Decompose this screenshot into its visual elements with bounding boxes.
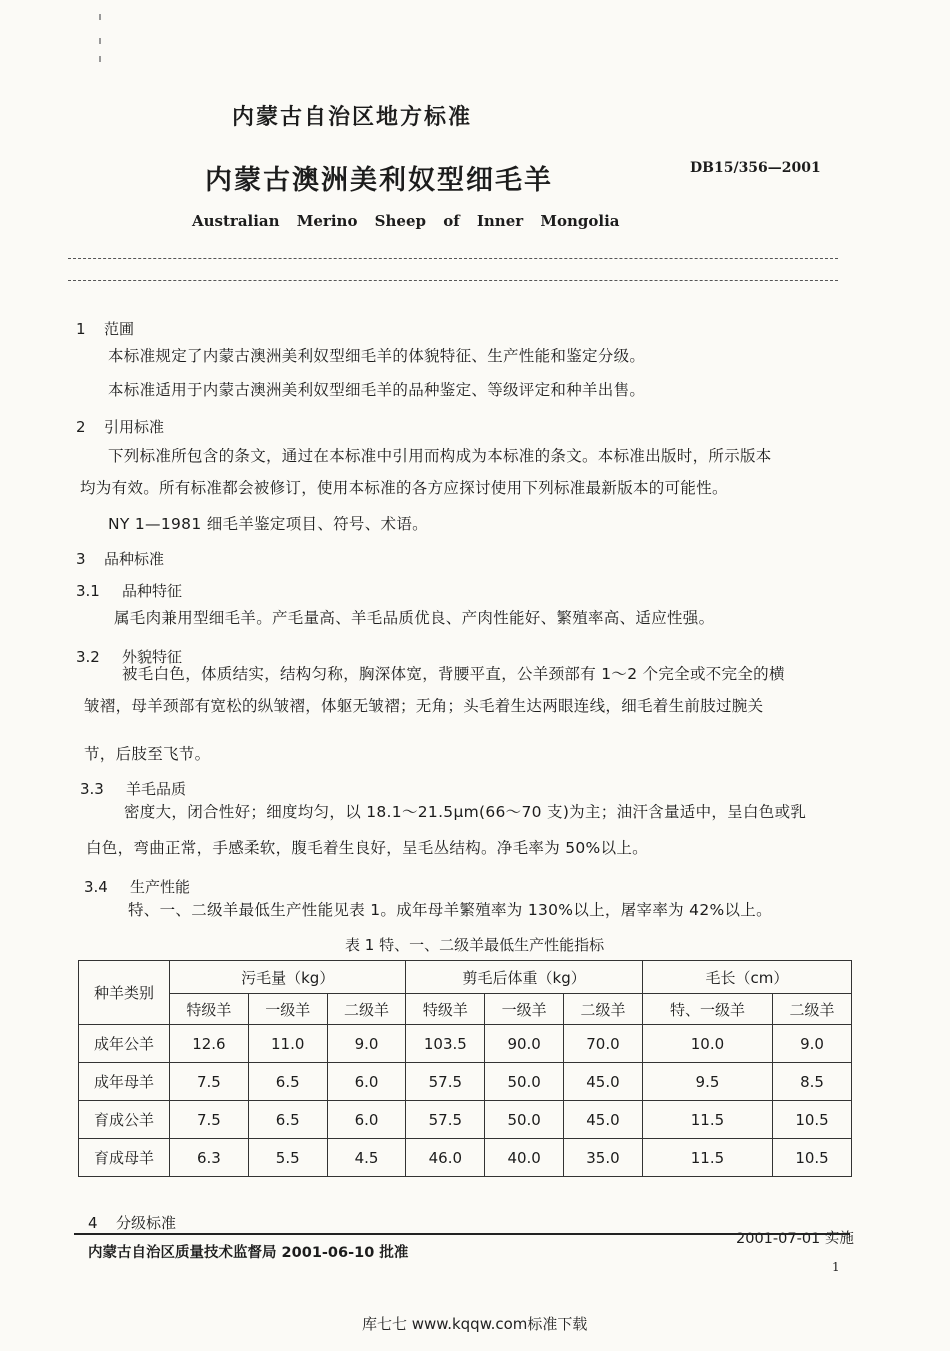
reference-item: NY 1—1981 细毛羊鉴定项目、符号、术语。 [108,515,428,533]
table-cell: 57.5 [406,1063,485,1101]
table-cell: 11.5 [642,1139,772,1177]
paragraph: 被毛白色，体质结实，结构匀称，胸深体宽，背腰平直，公羊颈部有 1～2 个完全或不完全的横 [122,665,785,683]
table-cell: 4.5 [327,1139,406,1177]
table-subheader: 一级羊 [248,994,327,1025]
page-title: 内蒙古澳洲美利奴型细毛羊 [205,165,553,196]
table-cell: 9.0 [773,1025,852,1063]
table-cell: 5.5 [248,1139,327,1177]
table-row-label: 育成公羊 [79,1101,170,1139]
performance-table [78,960,852,1177]
table-cell: 10.0 [642,1025,772,1063]
section-title: 生产性能 [130,878,191,896]
table-cell: 90.0 [485,1025,564,1063]
table-cell: 6.5 [248,1063,327,1101]
table-cell: 50.0 [485,1101,564,1139]
table-row [79,1025,852,1063]
section-number: 4 [88,1214,98,1232]
header-divider [68,258,838,259]
table-row [79,1063,852,1101]
section-heading [76,416,164,437]
table-row-label: 成年公羊 [79,1025,170,1063]
table-cell: 10.5 [773,1139,852,1177]
table-subheader: 二级羊 [564,994,643,1025]
table-cell: 103.5 [406,1025,485,1063]
section-number: 3.4 [84,878,108,896]
table-subheader: 二级羊 [773,994,852,1025]
table-subheader: 特级羊 [406,994,485,1025]
table-cell: 40.0 [485,1139,564,1177]
table-group-header: 剪毛后体重（kg） [406,961,642,994]
table-cell: 6.5 [248,1101,327,1139]
paragraph: 特、一、二级羊最低生产性能见表 1。成年母羊繁殖率为 130%以上，屠宰率为 42%以上。 [128,901,772,919]
table-cell: 12.6 [170,1025,249,1063]
subsection-heading [80,778,186,799]
watermark-text: 库七七 www.kqqw.com标准下载 [362,1315,588,1333]
approval-line: 内蒙古自治区质量技术监督局 2001-06-10 批准 [88,1245,409,1261]
table-caption: 表 1 特、一、二级羊最低生产性能指标 [345,936,605,954]
table-cell: 9.5 [642,1063,772,1101]
section-title: 品种特征 [122,582,183,600]
table-cell: 6.0 [327,1063,406,1101]
table-subheader: 特、一级羊 [642,994,772,1025]
table-subheader: 特级羊 [170,994,249,1025]
section-title: 羊毛品质 [126,780,187,798]
table-row-label: 成年母羊 [79,1063,170,1101]
table-cell: 70.0 [564,1025,643,1063]
paragraph: 属毛肉兼用型细毛羊。产毛量高、羊毛品质优良、产肉性能好、繁殖率高、适应性强。 [114,609,715,627]
paragraph: 节，后肢至飞节。 [84,745,211,763]
footer-divider [74,1233,850,1235]
standard-authority: 内蒙古自治区地方标准 [232,105,473,130]
section-heading [88,1212,176,1233]
section-heading [76,548,164,569]
section-heading [76,318,134,339]
paragraph: 均为有效。所有标准都会被修订，使用本标准的各方应探讨使用下列标准最新版本的可能性。 [80,479,728,497]
table-cell: 7.5 [170,1063,249,1101]
table-group-header: 污毛量（kg） [170,961,406,994]
section-number: 3.3 [80,780,104,798]
table-cell: 45.0 [564,1101,643,1139]
table-row [79,1101,852,1139]
table-cell: 6.0 [327,1101,406,1139]
paragraph: 下列标准所包含的条文，通过在本标准中引用而构成为本标准的条文。本标准出版时，所示版本 [108,447,772,465]
table-cell: 10.5 [773,1101,852,1139]
paragraph: 密度大，闭合性好；细度均匀，以 18.1～21.5μm(66～70 支)为主；油汗含量适中，呈白色或乳 [124,803,807,821]
subsection-heading [84,876,190,897]
table-cell: 11.5 [642,1101,772,1139]
section-title: 范圃 [104,320,135,338]
paragraph: 本标准适用于内蒙古澳洲美利奴型细毛羊的品种鉴定、等级评定和种羊出售。 [108,381,646,399]
paragraph: 本标准规定了内蒙古澳洲美利奴型细毛羊的体貌特征、生产性能和鉴定分级。 [108,347,646,365]
section-title: 分级标准 [116,1214,177,1232]
table-cell: 35.0 [564,1139,643,1177]
standard-number: DB15/356—2001 [690,160,821,176]
section-number: 3 [76,550,86,568]
section-number: 3.2 [76,648,100,666]
margin-mark [99,56,101,62]
section-title: 引用标准 [104,418,165,436]
table-group-header: 毛长（cm） [642,961,851,994]
table-cell: 45.0 [564,1063,643,1101]
table-cell: 46.0 [406,1139,485,1177]
section-number: 1 [76,320,86,338]
subsection-heading [76,580,182,601]
paragraph: 皱褶，母羊颈部有宽松的纵皱褶，体躯无皱褶；无角；头毛着生达两眼连线，细毛着生前肢过腕关 [84,697,764,715]
header-divider [68,280,838,281]
table-cell: 11.0 [248,1025,327,1063]
implementation-date: 2001-07-01 实施 [736,1231,854,1247]
table-cell: 8.5 [773,1063,852,1101]
paragraph: 白色，弯曲正常，手感柔软，腹毛着生良好，呈毛丛结构。净毛率为 50%以上。 [86,839,648,857]
section-title: 品种标准 [104,550,165,568]
page-number: 1 [832,1260,840,1274]
table-cell: 6.3 [170,1139,249,1177]
table-subheader: 二级羊 [327,994,406,1025]
table-cell: 57.5 [406,1101,485,1139]
section-title: 外貌特征 [122,648,183,666]
table-cell: 9.0 [327,1025,406,1063]
section-number: 2 [76,418,86,436]
table-cell: 50.0 [485,1063,564,1101]
english-title: Australian Merino Sheep of Inner Mongolia [192,212,620,230]
table-row-label: 育成母羊 [79,1139,170,1177]
table-row-header: 种羊类别 [79,961,170,1025]
table-cell: 7.5 [170,1101,249,1139]
margin-mark [99,38,101,44]
table-subheader: 一级羊 [485,994,564,1025]
section-number: 3.1 [76,582,100,600]
margin-mark [99,14,101,20]
table-row [79,1139,852,1177]
